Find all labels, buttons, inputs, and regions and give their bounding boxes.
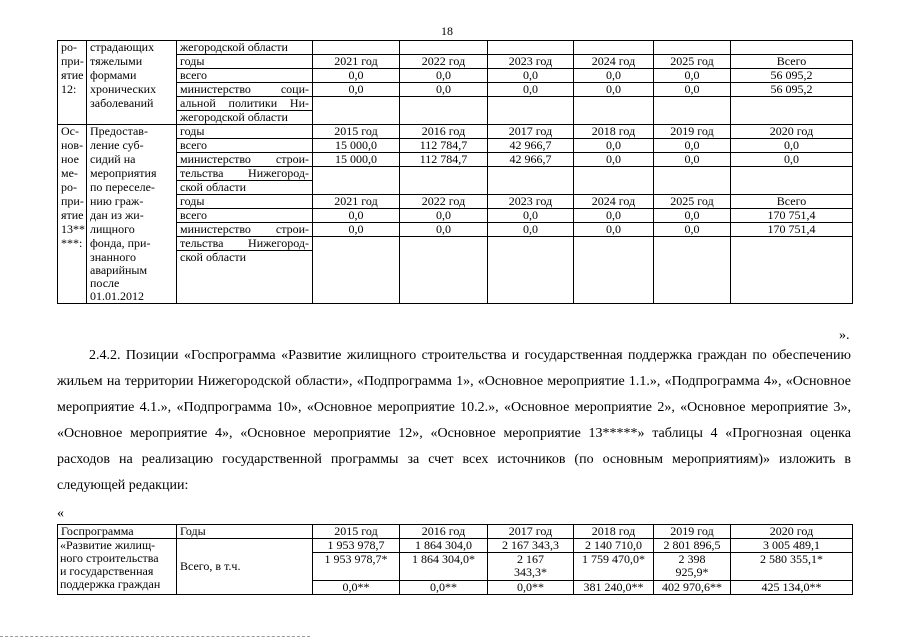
activity-description: ление суб-	[87, 139, 177, 153]
value-cell	[654, 237, 731, 251]
value-cell	[400, 167, 488, 181]
value-cell: 2022 год	[400, 195, 488, 209]
activity-label: 12:	[58, 83, 87, 97]
header-cell: 2020 год	[731, 525, 853, 539]
value-cell	[574, 277, 654, 290]
value-cell	[574, 111, 654, 125]
activity-label	[58, 264, 87, 277]
value-cell: 0,0	[654, 139, 731, 153]
value-cell: 56 095,2	[731, 83, 853, 97]
activity-label: ро-	[58, 41, 87, 55]
value-cell	[313, 181, 400, 195]
value-cell	[400, 290, 488, 304]
value-cell	[488, 277, 574, 290]
value-cell: 0,0	[654, 153, 731, 167]
value-cell	[654, 97, 731, 111]
value-cell: 15 000,0	[313, 153, 400, 167]
value-cell	[654, 290, 731, 304]
value-cell: 2024 год	[574, 195, 654, 209]
table-row	[58, 525, 853, 539]
header-cell: 2019 год	[654, 525, 731, 539]
value-cell: 2 167 343,3	[488, 539, 574, 553]
value-cell	[488, 237, 574, 251]
value-cell	[313, 264, 400, 277]
category-cell: министерство строи-	[177, 223, 313, 237]
table-row	[58, 125, 853, 139]
value-cell	[731, 97, 853, 111]
value-cell	[574, 181, 654, 195]
table-row	[58, 139, 853, 153]
value-cell	[654, 251, 731, 265]
value-cell	[731, 290, 853, 304]
category-cell	[177, 264, 313, 277]
category-cell: министерство строи-	[177, 153, 313, 167]
activity-description: по переселе-	[87, 181, 177, 195]
value-cell: 42 966,7	[488, 153, 574, 167]
value-cell: 56 095,2	[731, 69, 853, 83]
value-cell: 2021 год	[313, 55, 400, 69]
value-cell: 2020 год	[731, 125, 853, 139]
value-cell: 0,0	[654, 223, 731, 237]
program-line: поддержка граждан	[60, 577, 161, 591]
category-cell: ской области	[177, 181, 313, 195]
category-cell: жегородской области	[177, 111, 313, 125]
value-cell: 0,0	[313, 223, 400, 237]
value-cell: 0,0	[731, 153, 853, 167]
category-cell: годы	[177, 125, 313, 139]
value-cell	[574, 251, 654, 265]
activity-label: ятие	[58, 69, 87, 83]
value-cell: 0,0	[654, 209, 731, 223]
value-cell: 2023 год	[488, 195, 574, 209]
activity-description: Предостав-	[87, 125, 177, 139]
table-row	[58, 153, 853, 167]
activity-label: ме-	[58, 167, 87, 181]
category-cell: всего	[177, 69, 313, 83]
value-cell	[488, 181, 574, 195]
header-cell: 2018 год	[574, 525, 654, 539]
value-cell: 0,0**	[488, 581, 574, 595]
value-cell: 0,0	[313, 69, 400, 83]
value-cell: 0,0	[400, 209, 488, 223]
table-row	[58, 223, 853, 237]
value-cell	[574, 167, 654, 181]
value-cell	[488, 264, 574, 277]
value-cell: 2 398 925,9*	[654, 553, 731, 581]
value-cell	[731, 181, 853, 195]
value-cell	[313, 277, 400, 290]
table-row	[58, 41, 853, 55]
value-cell: 0,0	[313, 209, 400, 223]
value-cell: 0,0	[574, 153, 654, 167]
value-cell: 170 751,4	[731, 209, 853, 223]
value-cell	[400, 41, 488, 55]
value-cell	[313, 111, 400, 125]
value-cell: 42 966,7	[488, 139, 574, 153]
table-row	[58, 69, 853, 83]
program-line: и государственная	[60, 564, 154, 578]
header-cell: 2015 год	[313, 525, 400, 539]
value-cell: 15 000,0	[313, 139, 400, 153]
opening-quote: «	[57, 506, 64, 521]
category-cell	[177, 290, 313, 304]
value-cell	[488, 167, 574, 181]
value-cell	[731, 264, 853, 277]
value-cell: 2 167 343,3*	[488, 553, 574, 581]
activity-label: ятие	[58, 209, 87, 223]
value-cell: 0,0	[731, 139, 853, 153]
program-line: ного строительства	[60, 551, 159, 565]
value-cell	[488, 251, 574, 265]
activity-label: 13**	[58, 223, 87, 237]
value-cell	[313, 251, 400, 265]
activity-description: страдающих	[87, 41, 177, 55]
value-cell	[400, 237, 488, 251]
activity-label: Ос-	[58, 125, 87, 139]
value-cell: 0,0	[574, 139, 654, 153]
value-cell	[313, 290, 400, 304]
value-cell	[654, 277, 731, 290]
closing-quote: ».	[839, 328, 850, 343]
amendment-paragraph	[57, 343, 851, 499]
activity-description: мероприятия	[87, 167, 177, 181]
value-cell	[400, 264, 488, 277]
table-row	[58, 167, 853, 181]
value-cell	[313, 167, 400, 181]
activity-label	[58, 111, 87, 125]
value-cell: 2025 год	[654, 55, 731, 69]
value-cell: 2 580 355,1*	[731, 553, 853, 581]
value-cell	[731, 277, 853, 290]
value-cell: 2018 год	[574, 125, 654, 139]
value-cell	[313, 237, 400, 251]
amendment-text: 2.4.2. Позиции «Госпрограмма «Развитие жилищного строительства и государственная поддержка граждан по обеспечению жильем на территории Нижегородской области», «Подпрограмма 1», «Основное мероприятие 1.1.», «Подпрограмма 4», «Основное мероприятие 4.1.», «Подпрограмма 10», «Основное мероприятие 10.2.», «Основное мероприятие 2», «Основное мероприятие 3», «Основное мероприятие 4», «Основное мероприятие 12», «Основное мероприятие 13*****» таблицы 4 «Прогнозная оценка расходов на реализацию государственной программы за счет всех источников (по основным мероприятиям)» изложить в следующей редакции:	[57, 348, 851, 493]
activity-label: ро-	[58, 181, 87, 195]
value-cell	[654, 264, 731, 277]
value-cell: 2015 год	[313, 125, 400, 139]
value-cell	[400, 97, 488, 111]
value-cell	[731, 41, 853, 55]
activity-description: фонда, при-	[87, 237, 177, 251]
activity-label	[58, 97, 87, 111]
value-cell	[654, 167, 731, 181]
table-row	[58, 251, 853, 265]
years-label: Всего, в т.ч.	[177, 539, 313, 595]
value-cell: 112 784,7	[400, 153, 488, 167]
activity-description: хронических	[87, 83, 177, 97]
value-cell	[400, 277, 488, 290]
value-cell: 425 134,0**	[731, 581, 853, 595]
value-cell: 0,0	[574, 223, 654, 237]
category-cell: министерство соци-	[177, 83, 313, 97]
value-cell: 0,0	[313, 83, 400, 97]
value-cell	[400, 111, 488, 125]
value-cell	[574, 264, 654, 277]
header-program: Госпрограмма	[58, 525, 177, 539]
value-cell: 2021 год	[313, 195, 400, 209]
value-cell: 2016 год	[400, 125, 488, 139]
category-cell	[177, 277, 313, 290]
value-cell: 0,0	[574, 209, 654, 223]
table-row	[58, 264, 853, 277]
header-years: Годы	[177, 525, 313, 539]
table-row	[58, 55, 853, 69]
program-name	[58, 539, 177, 595]
value-cell: 0,0	[488, 69, 574, 83]
table-row	[58, 111, 853, 125]
table-row	[58, 209, 853, 223]
scan-edge-line	[0, 636, 310, 637]
category-cell: годы	[177, 195, 313, 209]
value-cell: 2023 год	[488, 55, 574, 69]
value-cell: 3 005 489,1	[731, 539, 853, 553]
value-cell: 2024 год	[574, 55, 654, 69]
value-cell: 0,0**	[400, 581, 488, 595]
value-cell	[488, 111, 574, 125]
category-cell: ской области	[177, 251, 313, 265]
value-cell: 1 953 978,7*	[313, 553, 400, 581]
activity-description: формами	[87, 69, 177, 83]
value-cell: Всего	[731, 55, 853, 69]
value-cell: 170 751,4	[731, 223, 853, 237]
category-cell: всего	[177, 209, 313, 223]
value-cell: 0,0**	[313, 581, 400, 595]
value-cell	[731, 167, 853, 181]
category-cell: альной политики Ни-	[177, 97, 313, 111]
category-cell: годы	[177, 55, 313, 69]
value-cell: 0,0	[654, 83, 731, 97]
activity-description: дан из жи-	[87, 209, 177, 223]
table-row	[58, 539, 853, 553]
value-cell	[313, 97, 400, 111]
value-cell: 0,0	[400, 83, 488, 97]
value-cell	[731, 237, 853, 251]
value-cell: 2017 год	[488, 125, 574, 139]
value-cell	[574, 237, 654, 251]
page-number: 18	[441, 24, 453, 38]
activity-label: при-	[58, 55, 87, 69]
activity-label	[58, 277, 87, 290]
value-cell: 2022 год	[400, 55, 488, 69]
value-cell	[654, 111, 731, 125]
value-cell	[488, 97, 574, 111]
category-cell: всего	[177, 139, 313, 153]
funding-table-bottom	[57, 524, 853, 595]
value-cell: 0,0	[654, 69, 731, 83]
value-cell	[400, 251, 488, 265]
activity-label: ***:	[58, 237, 87, 251]
value-cell	[488, 41, 574, 55]
activity-description: заболеваний	[87, 97, 177, 111]
value-cell: 2025 год	[654, 195, 731, 209]
value-cell: 0,0	[400, 69, 488, 83]
activity-description: после	[87, 277, 177, 290]
value-cell: 2019 год	[654, 125, 731, 139]
activity-label: при-	[58, 195, 87, 209]
table-row	[58, 195, 853, 209]
activity-description: сидий на	[87, 153, 177, 167]
activity-label	[58, 251, 87, 265]
value-cell	[731, 251, 853, 265]
value-cell: 112 784,7	[400, 139, 488, 153]
value-cell	[574, 41, 654, 55]
value-cell	[654, 181, 731, 195]
header-cell: 2017 год	[488, 525, 574, 539]
value-cell: 0,0	[400, 223, 488, 237]
value-cell: 2 801 896,5	[654, 539, 731, 553]
activity-label	[58, 290, 87, 304]
table-row	[58, 237, 853, 251]
value-cell	[313, 41, 400, 55]
table-row	[58, 181, 853, 195]
activity-description: 01.01.2012	[87, 290, 177, 304]
value-cell	[488, 290, 574, 304]
value-cell	[400, 181, 488, 195]
value-cell: 1 864 304,0	[400, 539, 488, 553]
header-cell: 2016 год	[400, 525, 488, 539]
table-row	[58, 290, 853, 304]
value-cell	[574, 290, 654, 304]
activity-description	[87, 111, 177, 125]
funding-table-top	[57, 40, 853, 304]
value-cell	[654, 41, 731, 55]
value-cell: 0,0	[488, 223, 574, 237]
value-cell: 0,0	[574, 83, 654, 97]
activity-description: аварийным	[87, 264, 177, 277]
value-cell: 402 970,6**	[654, 581, 731, 595]
table-row	[58, 83, 853, 97]
category-cell: тельства Нижегород-	[177, 237, 313, 251]
category-cell: жегородской области	[177, 41, 313, 55]
value-cell: 0,0	[488, 209, 574, 223]
table-row	[58, 277, 853, 290]
value-cell: 381 240,0**	[574, 581, 654, 595]
activity-description: тяжелыми	[87, 55, 177, 69]
table-row	[58, 97, 853, 111]
value-cell: 2 140 710,0	[574, 539, 654, 553]
value-cell	[731, 111, 853, 125]
value-cell: 1 864 304,0*	[400, 553, 488, 581]
value-cell: Всего	[731, 195, 853, 209]
activity-label: ное	[58, 153, 87, 167]
activity-description: лищного	[87, 223, 177, 237]
value-cell: 1 759 470,0*	[574, 553, 654, 581]
activity-description: знанного	[87, 251, 177, 265]
value-cell	[574, 97, 654, 111]
category-cell: тельства Нижегород-	[177, 167, 313, 181]
activity-label: нов-	[58, 139, 87, 153]
program-line: «Развитие жилищ-	[60, 538, 156, 552]
value-cell: 1 953 978,7	[313, 539, 400, 553]
value-cell: 0,0	[488, 83, 574, 97]
value-cell: 0,0	[574, 69, 654, 83]
activity-description: нию граж-	[87, 195, 177, 209]
